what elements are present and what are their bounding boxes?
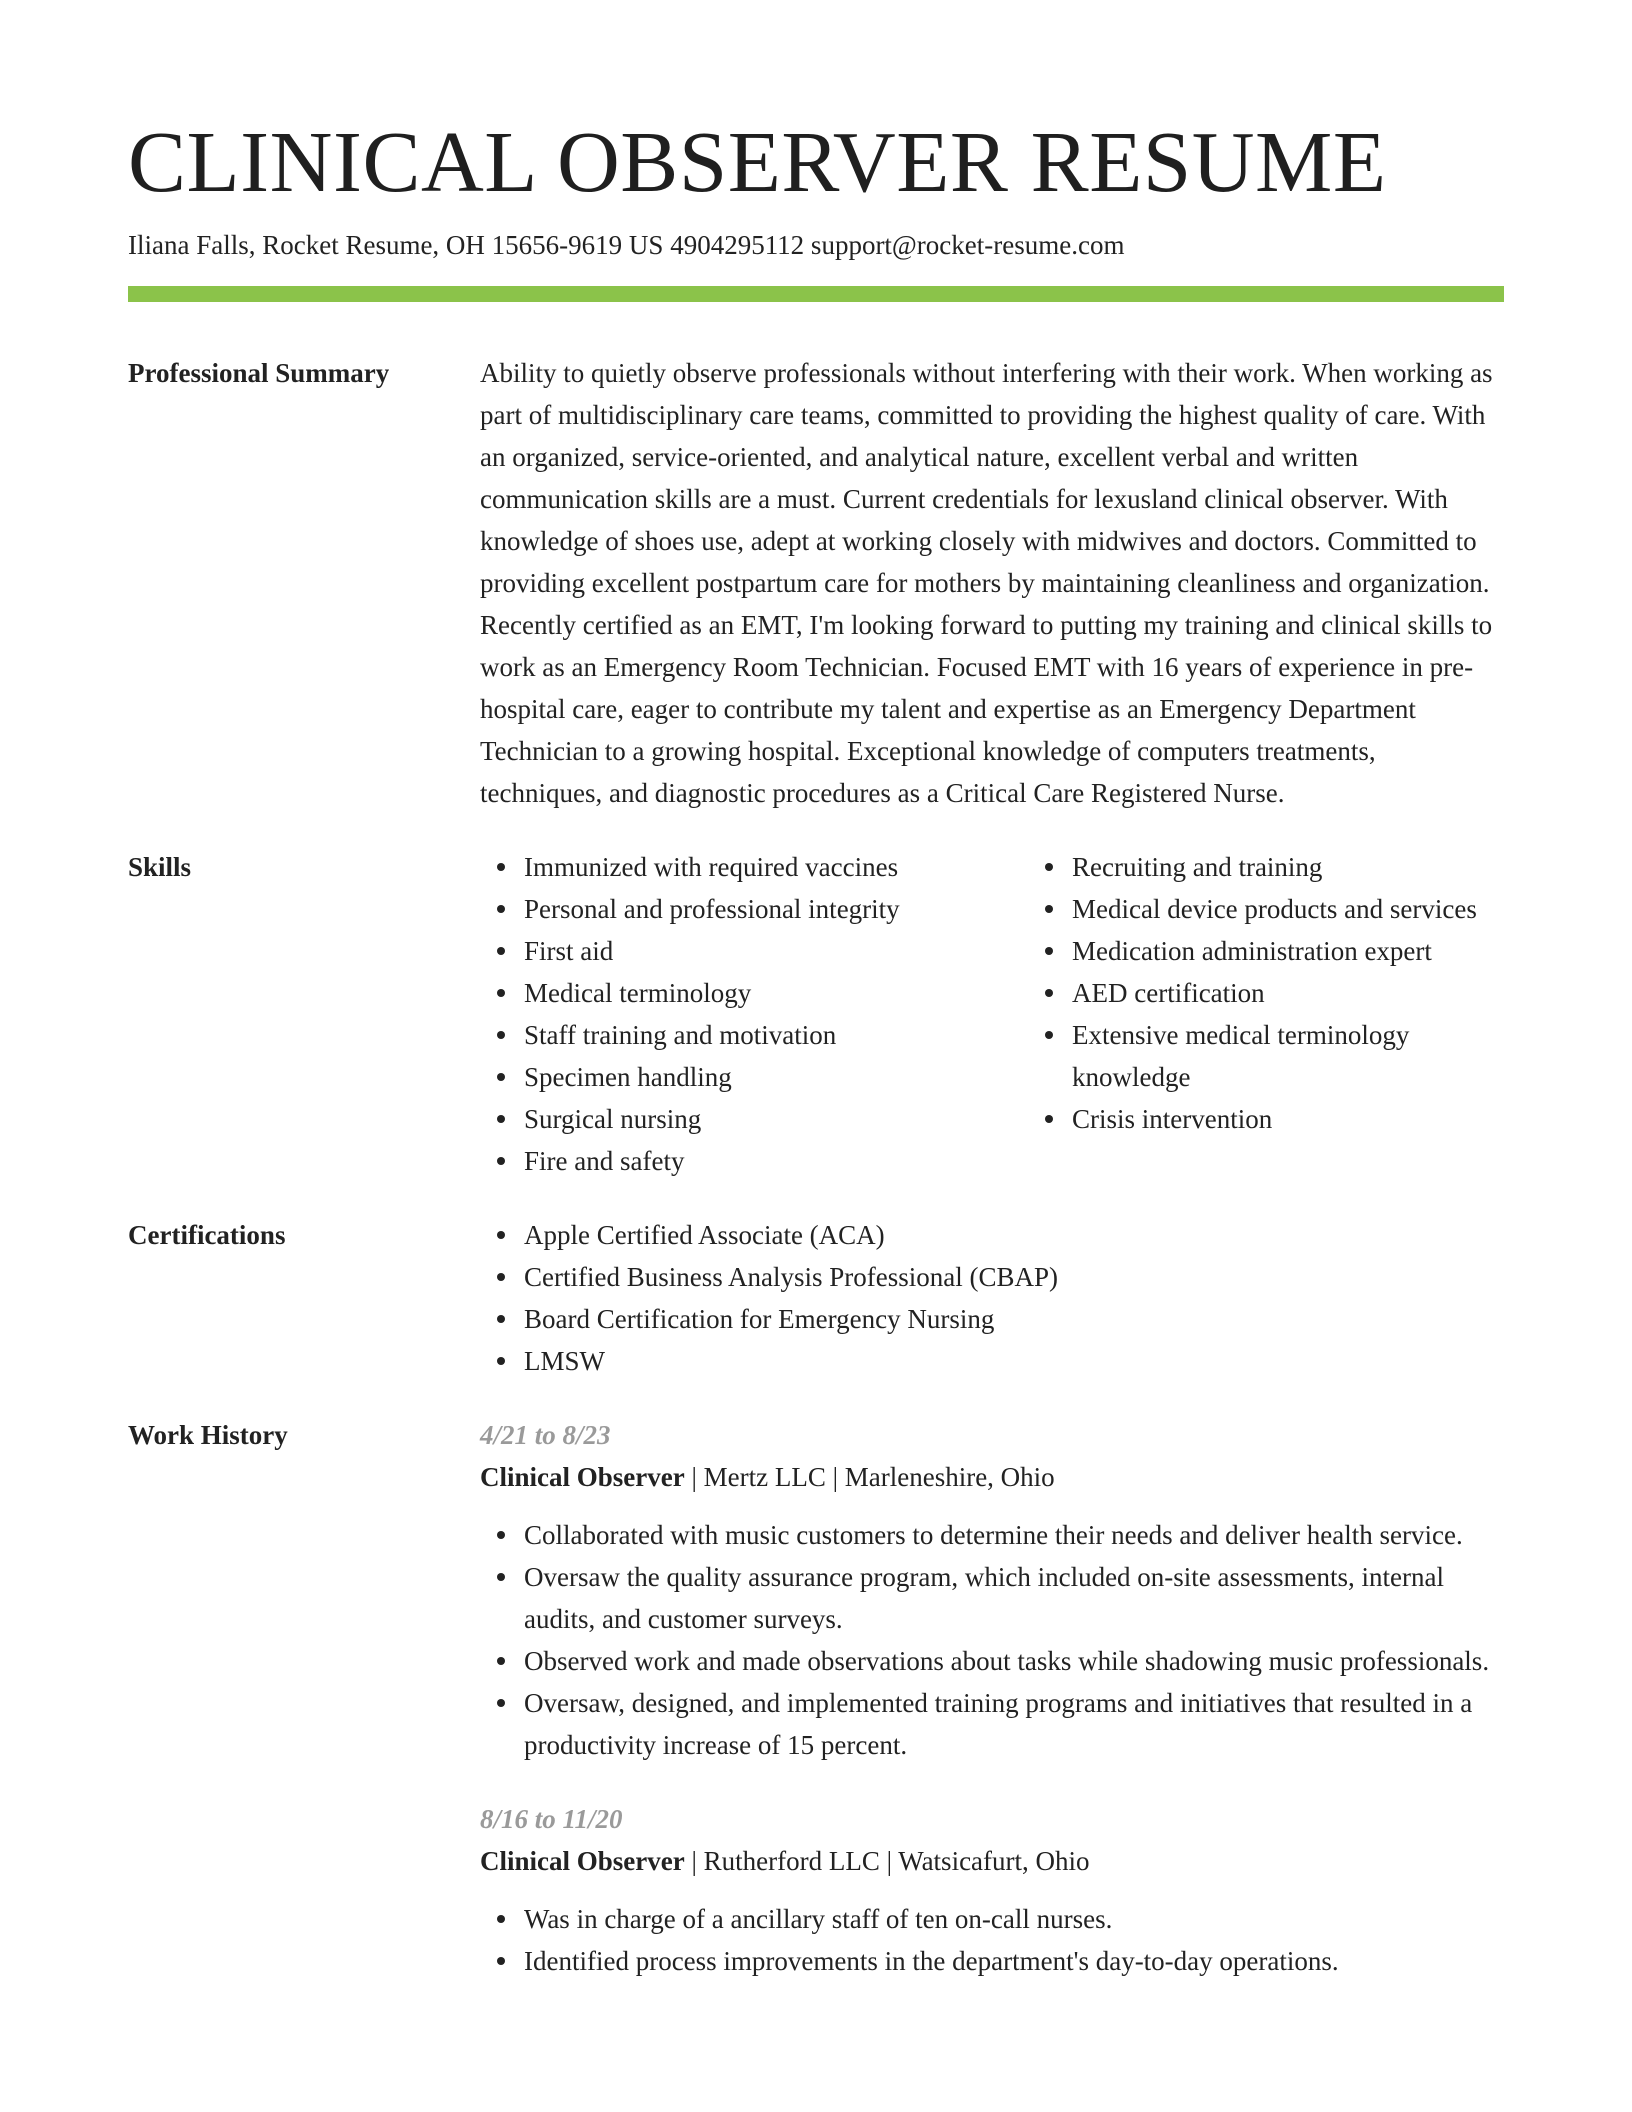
- skill-item: Medication administration expert: [1072, 930, 1504, 972]
- skill-item: Specimen handling: [524, 1056, 1028, 1098]
- page-title: CLINICAL OBSERVER RESUME: [128, 113, 1387, 210]
- accent-divider: [128, 286, 1504, 302]
- skill-item: AED certification: [1072, 972, 1504, 1014]
- skill-item: Personal and professional integrity: [524, 888, 1028, 930]
- job-bullets: [480, 1898, 1504, 1982]
- job-bullets: [480, 1514, 1504, 1766]
- certifications-list: [480, 1214, 1504, 1382]
- job-title: Clinical Observer: [480, 1462, 685, 1493]
- skills-list-right: [1028, 846, 1504, 1182]
- job-company: | Rutherford LLC | Watsicafurt, Ohio: [684, 1846, 1090, 1877]
- job-entry: [480, 1414, 1504, 1766]
- job-heading: [480, 1840, 1504, 1882]
- certifications-section: [128, 1214, 1504, 1382]
- job-bullet: Observed work and made observations about tasks while shadowing music professionals.: [524, 1640, 1504, 1682]
- job-entry: [480, 1798, 1504, 1982]
- work-history-section: [128, 1414, 1504, 1982]
- job-bullet: Collaborated with music customers to determine their needs and deliver health service.: [524, 1514, 1504, 1556]
- skills-section: [128, 846, 1504, 1182]
- section-label: Work History: [128, 1420, 288, 1451]
- certification-item: Board Certification for Emergency Nursing: [524, 1298, 1504, 1340]
- job-company: | Mertz LLC | Marleneshire, Ohio: [684, 1462, 1055, 1493]
- skill-item: Medical device products and services: [1072, 888, 1504, 930]
- skill-item: First aid: [524, 930, 1028, 972]
- job-bullet: Oversaw the quality assurance program, which included on-site assessments, internal audits, and customer surveys.: [524, 1556, 1504, 1640]
- certification-item: LMSW: [524, 1340, 1504, 1382]
- job-dates: 8/16 to 11/20: [480, 1804, 623, 1835]
- certification-item: Certified Business Analysis Professional (CBAP): [524, 1256, 1504, 1298]
- job-bullet: Was in charge of a ancillary staff of ten on-call nurses.: [524, 1898, 1504, 1940]
- job-bullet: Identified process improvements in the department's day-to-day operations.: [524, 1940, 1504, 1982]
- skills-list-left: [480, 846, 1028, 1182]
- section-label: Professional Summary: [128, 358, 390, 389]
- section-label: Certifications: [128, 1220, 286, 1251]
- skill-item: Medical terminology: [524, 972, 1028, 1014]
- job-heading: [480, 1456, 1504, 1498]
- skill-item: Recruiting and training: [1072, 846, 1504, 888]
- work-history-list: [480, 1414, 1504, 1982]
- certification-item: Apple Certified Associate (ACA): [524, 1214, 1504, 1256]
- job-title: Clinical Observer: [480, 1846, 685, 1877]
- skill-item: Staff training and motivation: [524, 1014, 1028, 1056]
- job-dates: 4/21 to 8/23: [480, 1420, 611, 1451]
- job-bullet: Oversaw, designed, and implemented training programs and initiatives that resulted in a productivity increase of 15 percent.: [524, 1682, 1504, 1766]
- skill-item: Extensive medical terminology knowledge: [1072, 1014, 1504, 1098]
- contact-line: Iliana Falls, Rocket Resume, OH 15656-9619 US 4904295112 support@rocket-resume.com: [128, 230, 1125, 260]
- skill-item: Surgical nursing: [524, 1098, 1028, 1140]
- summary-text: Ability to quietly observe professionals without interfering with their work. When working as part of multidisciplinary care teams, committed to providing the highest quality of care. With an organized, service-oriented, and analytical nature, excellent verbal and written communication skills are a must. Current credentials for lexusland clinical observer. With knowledge of shoes use, adept at working closely with midwives and doctors. Committed to providing excellent postpartum care for mothers by maintaining cleanliness and organization. Recently certified as an EMT, I'm looking forward to putting my training and clinical skills to work as an Emergency Room Technician. Focused EMT with 16 years of experience in pre-hospital care, eager to contribute my talent and expertise as an Emergency Department Technician to a growing hospital. Exceptional knowledge of computers treatments, techniques, and diagnostic procedures as a Critical Care Registered Nurse.: [480, 358, 1493, 809]
- skill-item: Immunized with required vaccines: [524, 846, 1028, 888]
- professional-summary-section: [128, 352, 1504, 814]
- skill-item: Crisis intervention: [1072, 1098, 1504, 1140]
- section-label: Skills: [128, 852, 192, 883]
- skill-item: Fire and safety: [524, 1140, 1028, 1182]
